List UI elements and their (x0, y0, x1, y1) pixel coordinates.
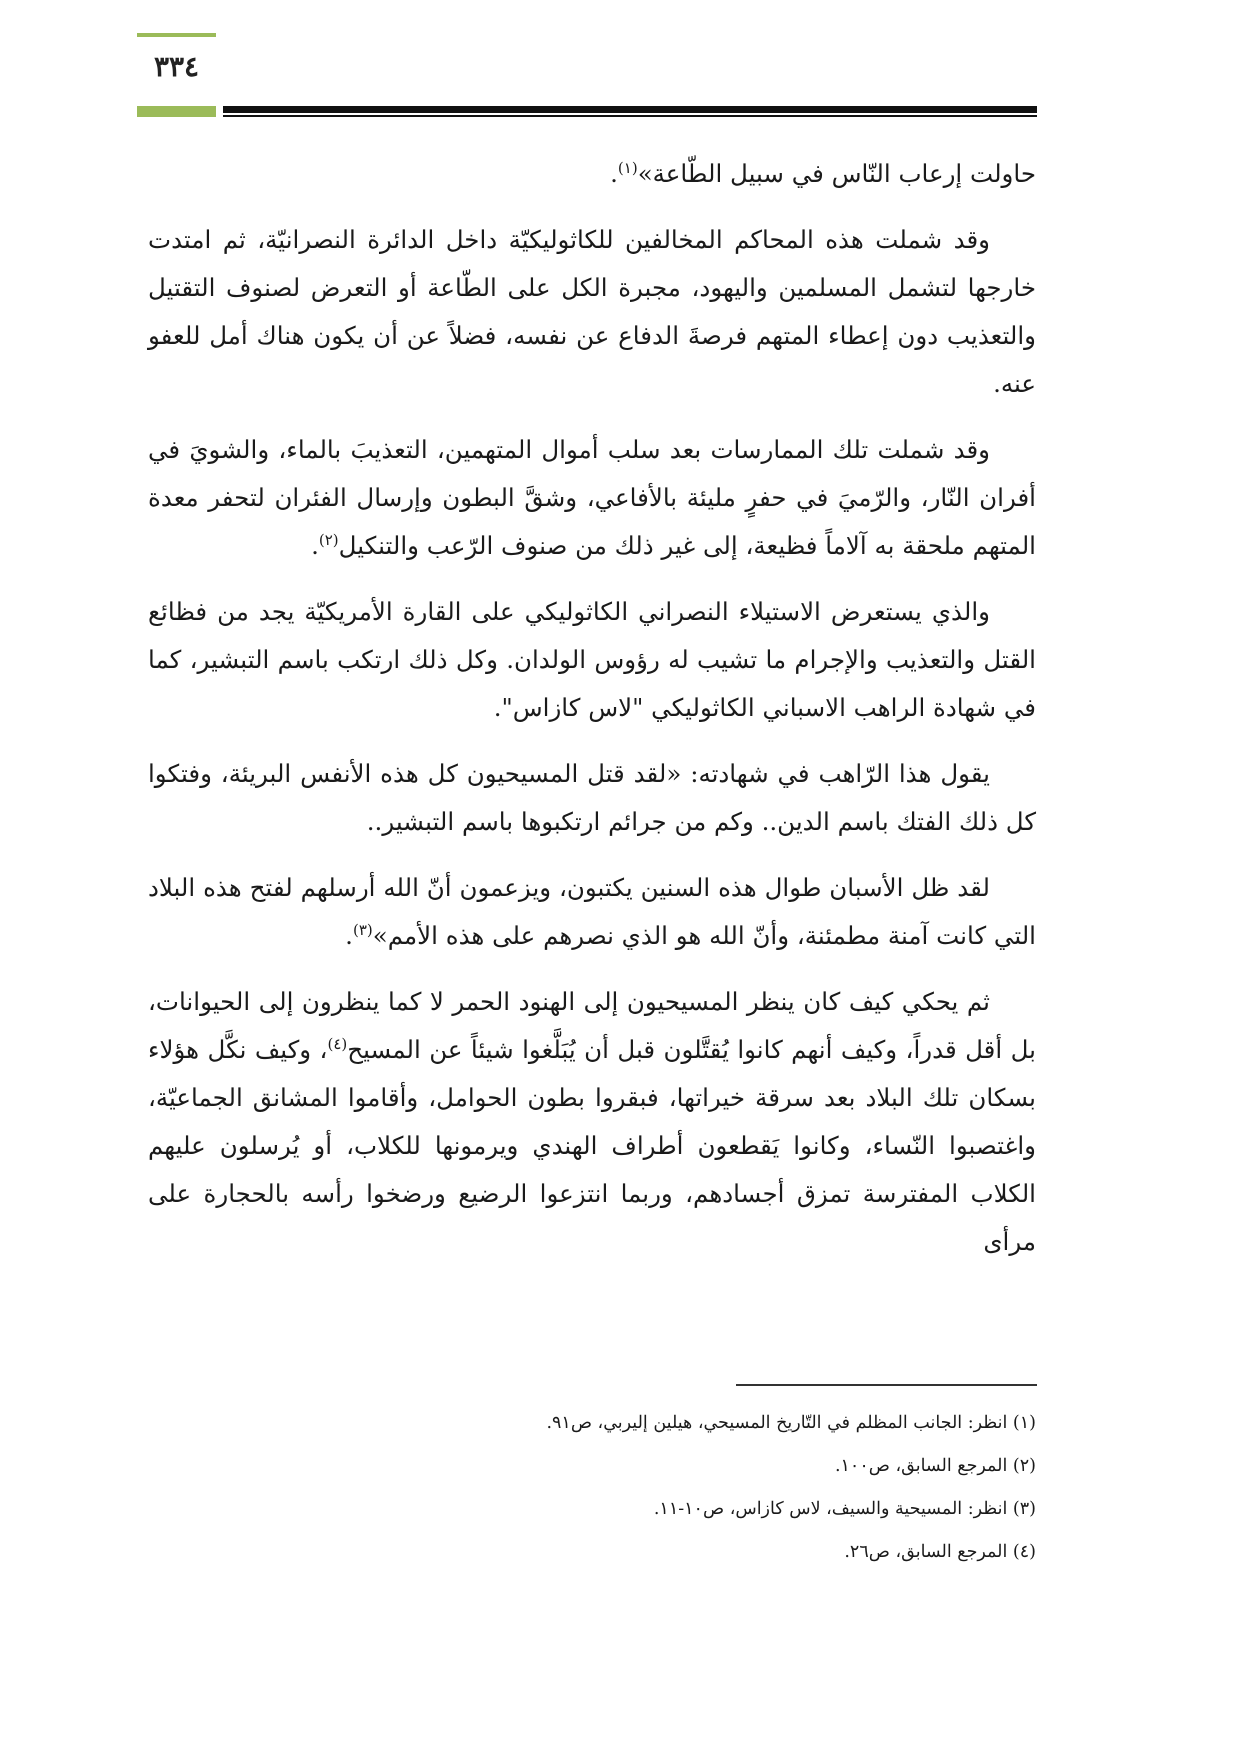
footnote-separator (736, 1384, 1037, 1386)
paragraph (148, 864, 1036, 960)
paragraph-text: والذي يستعرض الاستيلاء النصراني الكاثوليكي على القارة الأمريكيّة يجد من فظائع القتل والتعذيب والإجرام ما تشيب له رؤوس الولدان. وكل ذلك ارتكب باسم التبشير، كما في شهادة الراهب الاسباني الكاثوليكي "لاس كازاس". (148, 597, 1036, 722)
paragraph-end: . (610, 159, 618, 188)
paragraph (148, 150, 1036, 198)
paragraph (148, 426, 1036, 570)
paragraph-text: لقد ظل الأسبان طوال هذه السنين يكتبون، ويزعمون أنّ الله أرسلهم لفتح هذه البلاد التي كانت آمنة مطمئنة، وأنّ الله هو الذي نصرهم على هذه الأمم» (148, 873, 1036, 950)
paragraph (148, 978, 1036, 1266)
paragraph (148, 750, 1036, 846)
page-number: ٣٣٤ (153, 50, 200, 83)
paragraph (148, 588, 1036, 732)
footnote: (٤) المرجع السابق، ص٢٦. (844, 1542, 1036, 1562)
paragraph-end: . (311, 531, 319, 560)
header-green-block (137, 106, 216, 117)
paragraph (148, 216, 1036, 408)
footnote: (٣) انظر: المسيحية والسيف، لاس كازاس، ص١٠-١١. (653, 1499, 1036, 1519)
paragraph-text: ثم يحكي كيف كان ينظر المسيحيون إلى الهنود الحمر لا كما ينظرون إلى الحيوانات، بل أقل قدراً، وكيف أنهم كانوا يُقتَّلون قبل أن يُبَلَّغوا شيئاً عن المسيح (148, 987, 1036, 1064)
footnote-ref: (٤) (327, 1034, 348, 1053)
page-number-bar (137, 33, 216, 37)
paragraph-text: وقد شملت هذه المحاكم المخالفين للكاثوليكيّة داخل الدائرة النصرانيّة، ثم امتدت خارجها لتشمل المسلمين واليهود، مجبرة الكل على الطّاعة أو التعرض لصنوف التقتيل والتعذيب دون إعطاء المتهم فرصةَ الدفاع عن نفسه، فضلاً عن أن يكون هناك أمل للعفو عنه. (148, 225, 1036, 398)
footnote-ref: (٣) (352, 920, 373, 939)
paragraph-end: . (345, 921, 353, 950)
paragraph-text: وقد شملت تلك الممارسات بعد سلب أموال المتهمين، التعذيبَ بالماء، والشويَ في أفران النّار، والرّميَ في حفرٍ مليئة بالأفاعي، وشقَّ البطون وإرسال الفئران لتحفر معدة المتهم ملحقة به آلاماً فظيعة، إلى غير ذلك من صنوف الرّعب والتنكيل (148, 435, 1036, 560)
header-rule (223, 106, 1037, 113)
body-text (148, 150, 1036, 1284)
footnote-ref: (٢) (318, 530, 339, 549)
header-rule-thin (223, 115, 1037, 117)
paragraph-text: حاولت إرعاب النّاس في سبيل الطّاعة» (637, 159, 1036, 188)
paragraph-end: ، وكيف نكَّل هؤلاء بسكان تلك البلاد بعد سرقة خيراتها، فبقروا بطون الحوامل، وأقاموا المشانق الجماعيّة، واغتصبوا النّساء، وكانوا يَقطعون أطراف الهندي ويرمونها للكلاب، أو يُرسلون عليهم الكلاب المفترسة تمزق أجسادهم، وربما انتزعوا الرضيع ورضخوا رأسه بالحجارة على مرأى (148, 1035, 1036, 1256)
footnote: (٢) المرجع السابق، ص١٠٠. (834, 1456, 1036, 1476)
footnote-ref: (١) (617, 158, 638, 177)
footnotes (148, 1402, 1036, 1574)
paragraph-text: يقول هذا الرّاهب في شهادته: «لقد قتل المسيحيون كل هذه الأنفس البريئة، وفتكوا كل ذلك الفتك باسم الدين.. وكم من جرائم ارتكبوها باسم التبشير.. (148, 759, 1036, 836)
footnote: (١) انظر: الجانب المظلم في التّاريخ المسيحي، هيلين إليربي، ص٩١. (546, 1413, 1036, 1433)
